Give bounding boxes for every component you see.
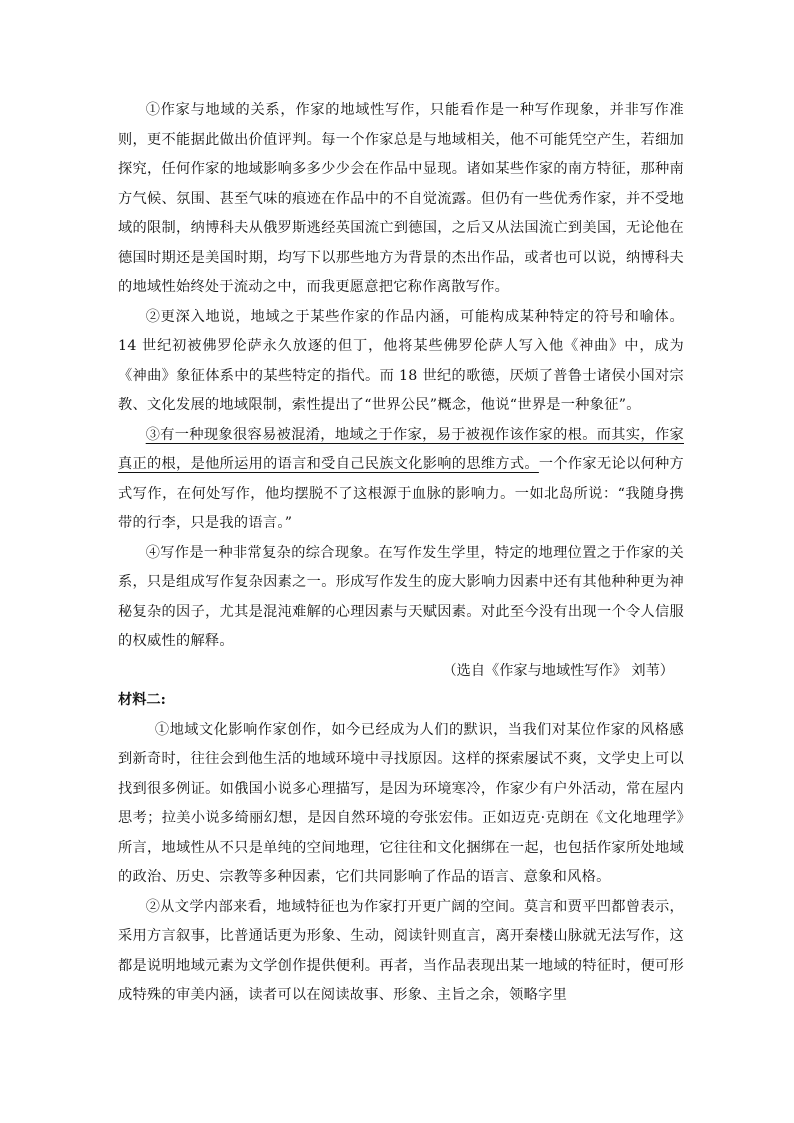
- document-page: [118, 96, 684, 1011]
- material1-paragraph-2: ②更深入地说，地域之于某些作家的作品内涵，可能构成某种特定的符号和喻体。14 世纪初被佛罗伦萨永久放逐的但丁，他将某些佛罗伦萨人写入他《神曲》中，成为《神曲》象征体系中的某些特定的指代。而 18 世纪的歌德，厌烦了普鲁士诸侯小国对宗教、文化发展的地域限制，索性提出了“世界公民”概念，他说“世界是一种象征”。: [118, 308, 684, 413]
- material2-paragraph-1: ①地域文化影响作家创作，如今已经成为人们的默识，当我们对某位作家的风格感到新奇时，往往会到他生活的地域环境中寻找原因。这样的探索屡试不爽，文学史上可以找到很多例证。如俄国小说多心理描写，是因为环境寒冷，作家少有户外活动，常在屋内思考；拉美小说多绮丽幻想，是因自然环境的夸张宏伟。正如迈克·克朗在《文化地理学》所言，地域性从不只是单纯的空间地理，它往往和文化捆绑在一起，也包括作家所处地域的政治、历史、宗教等多种因素，它们共同影响了作品的语言、意象和风格。: [118, 721, 684, 885]
- material2-heading: 材料二:: [118, 692, 166, 708]
- material1-paragraph-1: ①作家与地域的关系，作家的地域性写作，只能看作是一种写作现象，并非写作准则，更不能据此做出价值评判。每一个作家总是与地域相关，他不可能凭空产生，若细加探究，任何作家的地域影响多多少少会在作品中显现。诸如某些作家的南方特征，那种南方气候、氛围、甚至气味的痕迹在作品中的不自觉流露。但仍有一些优秀作家，并不受地域的限制，纳博科夫从俄罗斯逃经英国流亡到德国，之后又从法国流亡到美国，无论他在德国时期还是美国时期，均写下以那些地方为背景的杰出作品，或者也可以说，纳博科夫的地域性始终处于流动之中，而我更愿意把它称作离散写作。: [118, 102, 684, 295]
- paragraph-3-rest: 一个作家无论以何种方式写作，在何处写作，他均摆脱不了这根源于血脉的影响力。一如北岛所说：“我随身携带的行李，只是我的语言。”: [118, 456, 684, 531]
- source-citation: （选自《作家与地域性写作》 刘苇）: [442, 662, 674, 679]
- material1-paragraph-4: ④写作是一种非常复杂的综合现象。在写作发生学里，特定的地理位置之于作家的关系，只是组成写作复杂因素之一。形成写作发生的庞大影响力因素中还有其他种种更为神秘复杂的因子，尤其是混沌难解的心理因素与天赋因素。对此至今没有出现一个令人信服的权威性的解释。: [118, 544, 684, 649]
- underlined-sentence: ③有一种现象很容易被混淆，地域之于作家，易于被视作该作家的根。而其实，作家真正的根，是他所运用的语言和受自己民族文化影响的思维方式。: [118, 426, 684, 472]
- material2-paragraph-2: ②从文学内部来看，地域特征也为作家打开更广阔的空间。莫言和贾平凹都曾表示，采用方言叙事，比普通话更为形象、生动，阅读针则直言，离开秦楼山脉就无法写作，这都是说明地域元素为文学创作提供便利。再者，当作品表现出某一地域的特征时，便可形成特殊的审美内涵，读者可以在阅读故事、形象、主旨之余，领略字里: [118, 898, 684, 1003]
- material1-paragraph-3: [118, 421, 684, 539]
